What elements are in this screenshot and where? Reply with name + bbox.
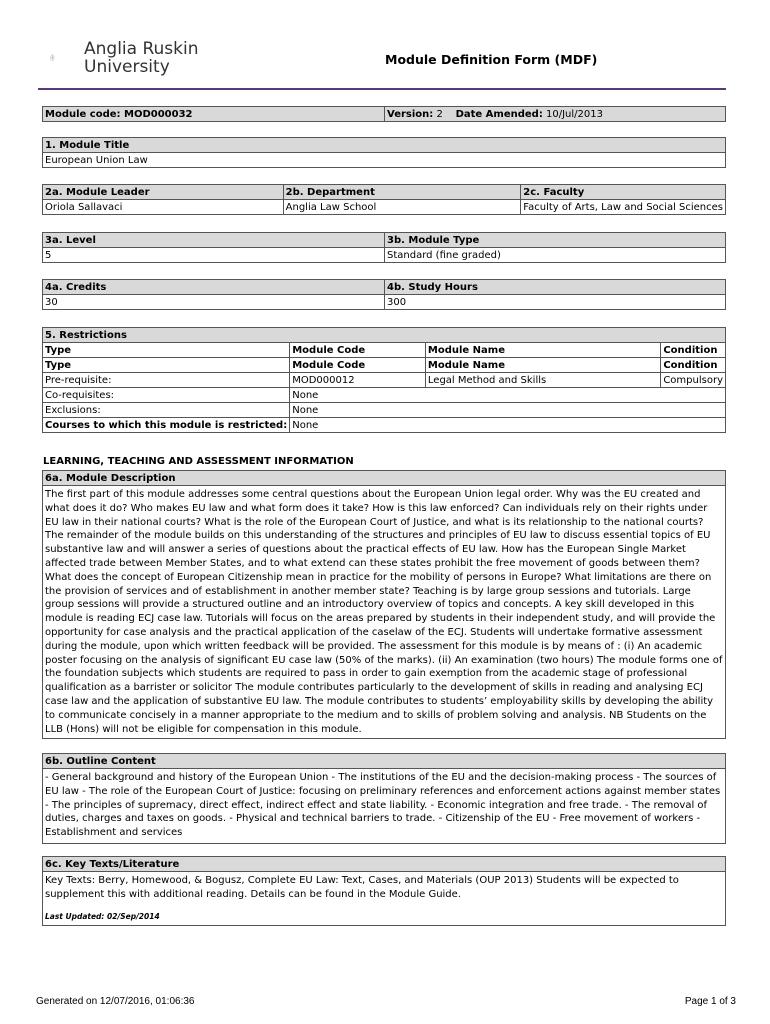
restrictions-header-code: Module Code: [290, 343, 426, 358]
page-number: Page 1 of 3: [684, 996, 736, 1007]
restrictions-label: 5. Restrictions: [43, 328, 726, 343]
key-texts-text: Key Texts: Berry, Homewood, & Bogusz, Complete EU Law: Text, Cases, and Materials (OUP 2013) Students will be expected to supplement this with additional reading. Details can be found in the Module Guide.: [45, 875, 679, 900]
module-code: Module code: MOD000032: [43, 107, 385, 122]
level-table: [42, 232, 726, 263]
faculty-label: 2c. Faculty: [521, 185, 726, 200]
restrictions-header-type-2: Type: [43, 358, 290, 373]
lta-heading: LEARNING, TEACHING AND ASSESSMENT INFORMATION: [43, 456, 354, 467]
module-title-value: European Union Law: [43, 153, 726, 168]
credits-label: 4a. Credits: [43, 280, 385, 295]
exclusions-type: Exclusions:: [43, 403, 290, 418]
header-rule: [38, 88, 726, 90]
leader-value: Oriola Sallavaci: [43, 200, 284, 215]
leader-label: 2a. Module Leader: [43, 185, 284, 200]
logo-line-1: Anglia Ruskin: [84, 39, 199, 59]
outline-label: 6b. Outline Content: [43, 754, 726, 769]
prereq-name: Legal Method and Skills: [425, 373, 660, 388]
key-texts-table: [42, 856, 726, 926]
outline-text: - General background and history of the European Union - The institutions of the EU and the decision-making process - The sources of EU law - The role of the European Court of Justice: focusing on preliminary references and enforcement actions against member states - The principles of supremacy, direct effect, indirect effect and state liability. - Economic integration and free trade. - The removal of duties, charges and taxes on goods. - Physical and technical barriers to trade. - Citizenship of the EU - Free movement of workers - Establishment and services: [43, 769, 726, 844]
description-text: The first part of this module addresses some central questions about the European Union legal order. Why was the EU created and what does it do? Who makes EU law and what form does it take? How is this law enforced? Can individuals rely on their rights under EU law in their national courts? What is the role of the European Court of Justice, and what is its relationship to the national courts? The remainder of the module builds on this understanding of the structures and principles of EU law to discuss essential topics of EU substantive law and will answer a series of questions about the practical effects of EU law. How has the European Single Market affected trade between Member States, and to what extend can these states prohibit the free movement of goods between them? What does the concept of European Citizenship mean in practice for the mobility of persons in Europe? What limitations are there on the provision of services and of establishment in another member state? Teaching is by large group sessions and tutorials. Large group sessions will provide a structured outline and an introductory overview of topics and concepts. A key skill developed in this module is reading ECJ case law. Tutorials will focus on the areas prepared by students in their independent study, and will provide the opportunity for case analysis and the practical application of the caselaw of the ECJ. Students will undertake formative assessment during the module, upon which written feedback will be provided. The assessment for this module is by means of : (i) An academic poster focusing on the analysis of significant EU case law (50% of the marks). (ii) An examination (two hours) The module forms one of the foundation subjects which students are required to pass in order to gain exemption from the academic stage of professional qualification as a barrister or solicitor The module contributes particularly to the development of skills in reading and analysing ECJ case law and the application of substantive EU law. The module contributes to students’ employability skills by developing the ability to communicate concisely in a manner appropriate to the medium and to skills of problem solving and analysis. NB Students on the LLB (Hons) will not be eligible for compensation in this module.: [43, 486, 726, 739]
restrictions-header-condition: Condition: [661, 343, 726, 358]
coreq-type: Co-requisites:: [43, 388, 290, 403]
module-type-label: 3b. Module Type: [385, 233, 726, 248]
outline-table: [42, 753, 726, 844]
department-label: 2b. Department: [283, 185, 521, 200]
description-label: 6a. Module Description: [43, 471, 726, 486]
faculty-value: Faculty of Arts, Law and Social Sciences: [521, 200, 726, 215]
courses-restricted-value: None: [290, 418, 726, 433]
table-row: [43, 373, 726, 388]
university-crest-icon: [50, 34, 78, 82]
key-texts-label: 6c. Key Texts/Literature: [43, 857, 726, 872]
logo-line-2: University: [84, 57, 170, 77]
description-table: [42, 470, 726, 739]
department-value: Anglia Law School: [283, 200, 521, 215]
module-title-label: 1. Module Title: [43, 138, 726, 153]
prereq-code: MOD000012: [290, 373, 426, 388]
version-label: Version:: [387, 108, 434, 120]
restrictions-header-condition-2: Condition: [661, 358, 726, 373]
exclusions-value: None: [290, 403, 726, 418]
credits-value: 30: [43, 295, 385, 310]
restrictions-header-type: Type: [43, 343, 290, 358]
restrictions-header-code-2: Module Code: [290, 358, 426, 373]
coreq-value: None: [290, 388, 726, 403]
date-amended-value: 10/Jul/2013: [546, 108, 603, 120]
version-date-cell: [385, 107, 726, 122]
level-label: 3a. Level: [43, 233, 385, 248]
restrictions-header-name-2: Module Name: [425, 358, 660, 373]
leader-table: [42, 184, 726, 215]
table-row: [43, 403, 726, 418]
form-title: Module Definition Form (MDF): [385, 52, 598, 67]
level-value: 5: [43, 248, 385, 263]
table-row: [43, 418, 726, 433]
date-amended-label: Date Amended:: [455, 108, 543, 120]
generated-timestamp: Generated on 12/07/2016, 01:06:36: [36, 996, 195, 1007]
version-value: 2: [436, 108, 443, 120]
restrictions-header-name: Module Name: [425, 343, 660, 358]
study-hours-value: 300: [385, 295, 726, 310]
restrictions-table: [42, 327, 726, 433]
module-title-table: [42, 137, 726, 168]
prereq-condition: Compulsory: [661, 373, 726, 388]
module-type-value: Standard (fine graded): [385, 248, 726, 263]
module-code-table: [42, 106, 726, 122]
key-texts-cell: [43, 872, 726, 926]
study-hours-label: 4b. Study Hours: [385, 280, 726, 295]
university-logo: [84, 40, 198, 76]
credits-table: [42, 279, 726, 310]
last-updated: Last Updated: 02/Sep/2014: [45, 911, 160, 921]
table-row: [43, 388, 726, 403]
prereq-type: Pre-requisite:: [43, 373, 290, 388]
courses-restricted-type: Courses to which this module is restricted:: [43, 418, 290, 433]
